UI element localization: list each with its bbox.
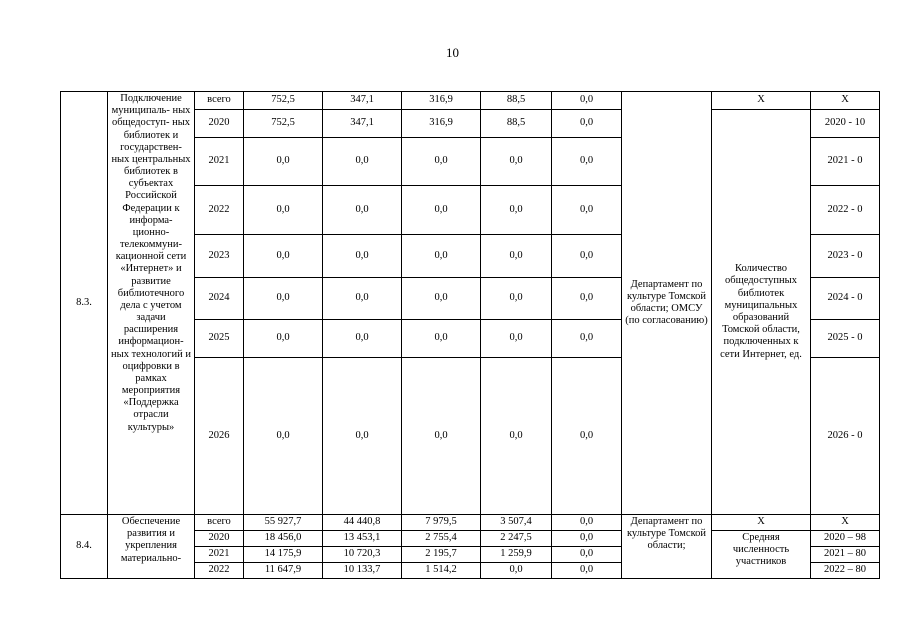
total-cell: 18 456,0 xyxy=(244,531,323,547)
indicator-cell: Количество общедоступных библиотек муниципальных образований Томской области, подключенных к сети Интернет, ед. xyxy=(712,110,811,515)
total-cell: 55 927,7 xyxy=(244,515,323,531)
total-cell: 0,0 xyxy=(244,320,323,358)
regional-cell: 0,0 xyxy=(402,320,481,358)
federal-cell: 347,1 xyxy=(323,92,402,110)
table-row xyxy=(61,92,880,110)
table-row xyxy=(61,515,880,531)
local-cell: 0,0 xyxy=(481,320,552,358)
regional-cell: 2 195,7 xyxy=(402,547,481,563)
local-cell: 1 259,9 xyxy=(481,547,552,563)
budget-table xyxy=(60,91,880,579)
federal-cell: 13 453,1 xyxy=(323,531,402,547)
year-cell: 2023 xyxy=(195,235,244,278)
federal-cell: 0,0 xyxy=(323,235,402,278)
indicator-cell: Х xyxy=(712,92,811,110)
total-cell: 752,5 xyxy=(244,92,323,110)
indicator-value-cell: 2022 - 0 xyxy=(811,186,880,235)
local-cell: 0,0 xyxy=(481,358,552,515)
regional-cell: 7 979,5 xyxy=(402,515,481,531)
regional-cell: 0,0 xyxy=(402,358,481,515)
year-cell: всего xyxy=(195,515,244,531)
total-cell: 0,0 xyxy=(244,278,323,320)
other-cell: 0,0 xyxy=(552,531,622,547)
year-cell: 2022 xyxy=(195,186,244,235)
other-cell: 0,0 xyxy=(552,320,622,358)
page-number: 10 xyxy=(446,45,459,60)
row-number-cell: 8.4. xyxy=(61,515,108,579)
indicator-value-cell: 2026 - 0 xyxy=(811,358,880,515)
indicator-value-cell: 2022 – 80 xyxy=(811,563,880,579)
year-cell: 2026 xyxy=(195,358,244,515)
indicator-value-cell: 2024 - 0 xyxy=(811,278,880,320)
total-cell: 0,0 xyxy=(244,358,323,515)
year-cell: 2024 xyxy=(195,278,244,320)
local-cell: 0,0 xyxy=(481,563,552,579)
other-cell: 0,0 xyxy=(552,547,622,563)
local-cell: 0,0 xyxy=(481,138,552,186)
other-cell: 0,0 xyxy=(552,186,622,235)
federal-cell: 347,1 xyxy=(323,110,402,138)
other-cell: 0,0 xyxy=(552,138,622,186)
other-cell: 0,0 xyxy=(552,515,622,531)
federal-cell: 0,0 xyxy=(323,278,402,320)
regional-cell: 316,9 xyxy=(402,92,481,110)
local-cell: 2 247,5 xyxy=(481,531,552,547)
year-cell: 2025 xyxy=(195,320,244,358)
local-cell: 88,5 xyxy=(481,110,552,138)
regional-cell: 0,0 xyxy=(402,235,481,278)
indicator-value-cell: 2023 - 0 xyxy=(811,235,880,278)
total-cell: 0,0 xyxy=(244,235,323,278)
regional-cell: 0,0 xyxy=(402,138,481,186)
event-title-cell: Обеспечение развития и укрепления материально- xyxy=(108,515,195,579)
year-cell: всего xyxy=(195,92,244,110)
total-cell: 752,5 xyxy=(244,110,323,138)
year-cell: 2020 xyxy=(195,531,244,547)
regional-cell: 2 755,4 xyxy=(402,531,481,547)
federal-cell: 0,0 xyxy=(323,138,402,186)
indicator-value-cell: Х xyxy=(811,515,880,531)
executor-cell: Департамент по культуре Томской области; xyxy=(622,515,712,579)
other-cell: 0,0 xyxy=(552,235,622,278)
year-cell: 2021 xyxy=(195,138,244,186)
row-number-cell: 8.3. xyxy=(61,92,108,515)
federal-cell: 0,0 xyxy=(323,186,402,235)
indicator-value-cell: Х xyxy=(811,92,880,110)
local-cell: 0,0 xyxy=(481,186,552,235)
local-cell: 3 507,4 xyxy=(481,515,552,531)
federal-cell: 0,0 xyxy=(323,358,402,515)
indicator-cell: Средняя численность участников xyxy=(712,531,811,579)
local-cell: 0,0 xyxy=(481,278,552,320)
total-cell: 14 175,9 xyxy=(244,547,323,563)
year-cell: 2020 xyxy=(195,110,244,138)
indicator-cell: Х xyxy=(712,515,811,531)
event-title-cell: Подключение муниципаль- ных общедоступ- ных библиотек и государствен- ных центральных библиотек в субъектах Российской Федерации к информа- ционно- телекоммуни- кационной сети «Интернет» и развитие библиотечного дела с учетом задачи расширения информацион- ных технологий и оцифровки в рамках мероприятия «Поддержка отрасли культуры» xyxy=(108,92,195,515)
federal-cell: 0,0 xyxy=(323,320,402,358)
local-cell: 0,0 xyxy=(481,235,552,278)
federal-cell: 10 133,7 xyxy=(323,563,402,579)
year-cell: 2022 xyxy=(195,563,244,579)
other-cell: 0,0 xyxy=(552,358,622,515)
other-cell: 0,0 xyxy=(552,278,622,320)
indicator-value-cell: 2021 – 80 xyxy=(811,547,880,563)
regional-cell: 0,0 xyxy=(402,278,481,320)
other-cell: 0,0 xyxy=(552,110,622,138)
indicator-value-cell: 2021 - 0 xyxy=(811,138,880,186)
federal-cell: 10 720,3 xyxy=(323,547,402,563)
indicator-value-cell: 2020 – 98 xyxy=(811,531,880,547)
regional-cell: 316,9 xyxy=(402,110,481,138)
total-cell: 0,0 xyxy=(244,186,323,235)
total-cell: 0,0 xyxy=(244,138,323,186)
other-cell: 0,0 xyxy=(552,92,622,110)
other-cell: 0,0 xyxy=(552,563,622,579)
regional-cell: 0,0 xyxy=(402,186,481,235)
local-cell: 88,5 xyxy=(481,92,552,110)
total-cell: 11 647,9 xyxy=(244,563,323,579)
indicator-value-cell: 2025 - 0 xyxy=(811,320,880,358)
year-cell: 2021 xyxy=(195,547,244,563)
executor-cell: Департамент по культуре Томской области; ОМСУ (по согласованию) xyxy=(622,92,712,515)
federal-cell: 44 440,8 xyxy=(323,515,402,531)
indicator-value-cell: 2020 - 10 xyxy=(811,110,880,138)
regional-cell: 1 514,2 xyxy=(402,563,481,579)
